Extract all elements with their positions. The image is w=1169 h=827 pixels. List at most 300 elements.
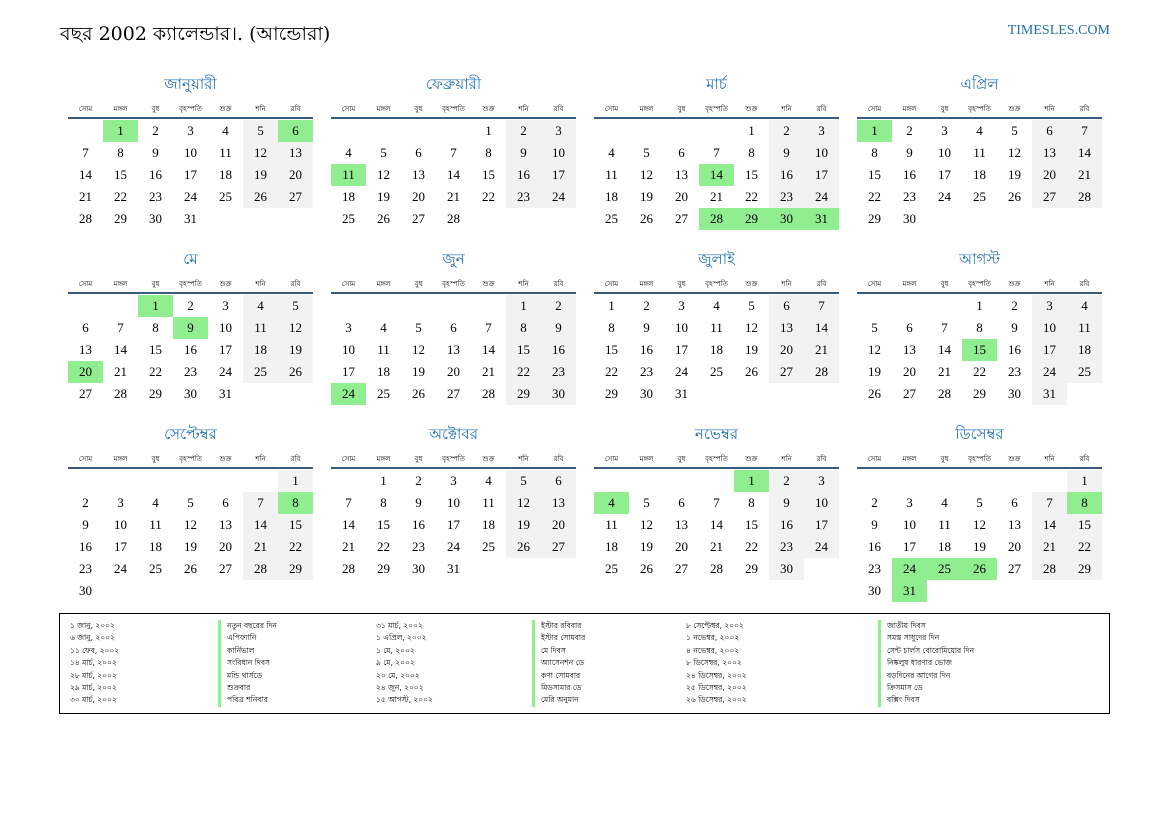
holiday-date: ২৫ ডিসেম্বর, ২০০২ bbox=[686, 682, 747, 692]
day-cell: 7 bbox=[713, 495, 720, 510]
day-cell: 24 bbox=[219, 364, 232, 379]
day-cell: 21 bbox=[243, 536, 278, 558]
weekday-label: শনি bbox=[518, 455, 529, 463]
holiday-day-cell: 1 bbox=[138, 295, 173, 317]
day-cell: 23 bbox=[640, 364, 653, 379]
day-cell: 20 bbox=[541, 514, 576, 536]
day-cell: 14 bbox=[482, 342, 495, 357]
weekday-label: রবি bbox=[290, 455, 301, 463]
day-cell: 14 bbox=[938, 342, 951, 357]
holiday-name-column bbox=[878, 620, 974, 707]
day-cell: 1 bbox=[380, 473, 387, 488]
weekday-label: মঙ্গল bbox=[902, 105, 917, 113]
day-cell: 13 bbox=[903, 342, 916, 357]
day-cell: 13 bbox=[675, 517, 688, 532]
day-cell: 5 bbox=[976, 495, 983, 510]
day-cell: 6 bbox=[1011, 495, 1018, 510]
weekday-label: শনি bbox=[1044, 105, 1055, 113]
day-cell: 15 bbox=[278, 514, 313, 536]
day-cell: 18 bbox=[973, 167, 986, 182]
day-cell: 27 bbox=[903, 386, 916, 401]
weekday-label: সোম bbox=[604, 455, 619, 463]
day-cell: 24 bbox=[938, 189, 951, 204]
day-cell: 9 bbox=[906, 145, 913, 160]
day-cell: 23 bbox=[149, 189, 162, 204]
day-cell: 11 bbox=[938, 517, 951, 532]
day-cell: 25 bbox=[605, 561, 618, 576]
month-block bbox=[68, 70, 313, 240]
day-cell: 10 bbox=[804, 142, 839, 164]
holiday-date: ২০ মে, ২০০২ bbox=[376, 670, 420, 680]
weekday-label: মঙ্গল bbox=[376, 280, 391, 288]
holiday-date: ১৫ আগস্ট, ২০০২ bbox=[376, 695, 433, 705]
day-cell: 20 bbox=[447, 364, 460, 379]
day-cell: 18 bbox=[605, 189, 618, 204]
day-cell: 24 bbox=[114, 561, 127, 576]
day-cell: 5 bbox=[380, 145, 387, 160]
weekday-label: সোম bbox=[867, 455, 882, 463]
month-block bbox=[857, 70, 1102, 240]
weekday-label: মঙ্গল bbox=[376, 455, 391, 463]
weekday-label: রবি bbox=[816, 455, 827, 463]
day-cell: 7 bbox=[243, 492, 278, 514]
day-cell: 3 bbox=[1032, 295, 1067, 317]
day-cell: 22 bbox=[868, 189, 881, 204]
day-cell: 10 bbox=[804, 492, 839, 514]
site-link[interactable]: TIMESLES.COM bbox=[1007, 23, 1110, 38]
day-cell: 28 bbox=[79, 211, 92, 226]
day-cell: 30 bbox=[412, 561, 425, 576]
holiday-day-cell: 26 bbox=[962, 558, 997, 580]
day-cell: 1 bbox=[506, 295, 541, 317]
weekday-label: শনি bbox=[255, 105, 266, 113]
day-cell: 6 bbox=[769, 295, 804, 317]
day-cell: 23 bbox=[79, 561, 92, 576]
day-cell: 8 bbox=[748, 145, 755, 160]
weekday-label: বৃহস্পতি bbox=[179, 105, 202, 113]
day-cell: 6 bbox=[678, 145, 685, 160]
day-cell: 12 bbox=[1008, 145, 1021, 160]
month-block bbox=[68, 420, 313, 598]
day-cell: 28 bbox=[938, 386, 951, 401]
day-cell: 22 bbox=[506, 361, 541, 383]
day-cell: 2 bbox=[506, 120, 541, 142]
day-cell: 16 bbox=[769, 514, 804, 536]
day-cell: 3 bbox=[941, 123, 948, 138]
day-cell: 26 bbox=[377, 211, 390, 226]
day-cell: 19 bbox=[640, 539, 653, 554]
holiday-name: মে দিবস bbox=[532, 645, 585, 657]
holiday-date: ৮ সেপ্টেম্বর, ২০০২ bbox=[686, 621, 744, 630]
day-cell: 1 bbox=[976, 298, 983, 313]
day-cell: 3 bbox=[187, 123, 194, 138]
day-cell: 22 bbox=[377, 539, 390, 554]
weekday-label: সোম bbox=[78, 105, 93, 113]
day-cell: 11 bbox=[149, 517, 162, 532]
day-cell: 18 bbox=[149, 539, 162, 554]
holiday-day-cell: 1 bbox=[734, 470, 769, 492]
day-cell: 10 bbox=[541, 142, 576, 164]
day-cell: 19 bbox=[184, 539, 197, 554]
day-cell: 20 bbox=[412, 189, 425, 204]
month-title: জুন bbox=[442, 250, 465, 268]
day-cell: 30 bbox=[769, 558, 804, 580]
day-cell: 7 bbox=[804, 295, 839, 317]
day-cell: 14 bbox=[79, 167, 92, 182]
holiday-date: ৬ জানু, ২০০২ bbox=[70, 633, 115, 643]
day-cell: 5 bbox=[748, 298, 755, 313]
day-cell: 7 bbox=[1032, 492, 1067, 514]
page-title: বছর 2002 ক্যালেন্ডার।. (আন্ডোরা) bbox=[60, 23, 331, 45]
holiday-name: শুক্রবার bbox=[218, 682, 277, 694]
day-cell: 12 bbox=[278, 317, 313, 339]
weekday-label: শুক্র bbox=[1008, 455, 1021, 463]
day-cell: 8 bbox=[976, 320, 983, 335]
weekday-label: রবি bbox=[816, 280, 827, 288]
day-cell: 10 bbox=[114, 517, 127, 532]
weekday-label: বৃহস্পতি bbox=[442, 280, 465, 288]
day-cell: 25 bbox=[973, 189, 986, 204]
weekday-label: সোম bbox=[604, 105, 619, 113]
weekday-label: মঙ্গল bbox=[376, 105, 391, 113]
day-cell: 26 bbox=[506, 536, 541, 558]
holiday-date: ৩০ মার্চ, ২০০২ bbox=[70, 695, 117, 705]
day-cell: 23 bbox=[541, 361, 576, 383]
day-cell: 18 bbox=[219, 167, 232, 182]
month-title: ডিসেম্বর bbox=[955, 425, 1004, 443]
day-cell: 26 bbox=[640, 561, 653, 576]
day-cell: 23 bbox=[769, 536, 804, 558]
day-cell: 20 bbox=[219, 539, 232, 554]
weekday-label: শনি bbox=[1044, 280, 1055, 288]
day-cell: 10 bbox=[903, 517, 916, 532]
weekday-label: শুক্র bbox=[482, 105, 495, 113]
day-cell: 7 bbox=[485, 320, 492, 335]
day-cell: 10 bbox=[184, 145, 197, 160]
day-cell: 24 bbox=[447, 539, 460, 554]
day-cell: 19 bbox=[1008, 167, 1021, 182]
holiday-name-column bbox=[218, 620, 277, 707]
weekday-label: বৃহস্পতি bbox=[179, 280, 202, 288]
day-cell: 17 bbox=[447, 517, 460, 532]
weekday-label: শনি bbox=[781, 280, 792, 288]
day-cell: 23 bbox=[868, 561, 881, 576]
day-cell: 26 bbox=[184, 561, 197, 576]
day-cell: 25 bbox=[149, 561, 162, 576]
month-block bbox=[857, 420, 1102, 598]
holiday-name: পবিত্র শনিবার bbox=[218, 694, 277, 706]
holiday-day-cell: 31 bbox=[892, 580, 927, 602]
day-cell: 12 bbox=[868, 342, 881, 357]
day-cell: 7 bbox=[117, 320, 124, 335]
day-cell: 11 bbox=[377, 342, 390, 357]
day-cell: 15 bbox=[377, 517, 390, 532]
day-cell: 4 bbox=[380, 320, 387, 335]
day-cell: 15 bbox=[1067, 514, 1102, 536]
day-cell: 12 bbox=[506, 492, 541, 514]
day-cell: 9 bbox=[769, 492, 804, 514]
day-cell: 3 bbox=[345, 320, 352, 335]
day-cell: 2 bbox=[769, 470, 804, 492]
holiday-name: মেরি অনুমান bbox=[532, 694, 585, 706]
day-cell: 22 bbox=[605, 364, 618, 379]
day-cell: 15 bbox=[745, 517, 758, 532]
day-cell: 15 bbox=[745, 167, 758, 182]
day-cell: 11 bbox=[710, 320, 723, 335]
weekday-label: বুধ bbox=[151, 280, 160, 288]
day-cell: 3 bbox=[117, 495, 124, 510]
day-cell: 6 bbox=[415, 145, 422, 160]
day-cell: 13 bbox=[219, 517, 232, 532]
holiday-name: সেন্ট চার্লস বোরোমিয়োর দিন bbox=[878, 645, 974, 657]
day-cell: 14 bbox=[243, 514, 278, 536]
day-cell: 5 bbox=[278, 295, 313, 317]
day-cell: 14 bbox=[804, 317, 839, 339]
weekday-label: মঙ্গল bbox=[902, 280, 917, 288]
day-cell: 29 bbox=[868, 211, 881, 226]
holiday-day-cell: 6 bbox=[278, 120, 313, 142]
holiday-day-cell: 8 bbox=[1067, 492, 1102, 514]
day-cell: 25 bbox=[342, 211, 355, 226]
weekday-label: শনি bbox=[255, 455, 266, 463]
day-cell: 3 bbox=[804, 470, 839, 492]
holiday-date: ১৪ মার্চ, ২০০২ bbox=[70, 658, 117, 668]
day-cell: 11 bbox=[482, 495, 495, 510]
holiday-date: ১ মে, ২০০২ bbox=[376, 645, 415, 655]
day-cell: 4 bbox=[1067, 295, 1102, 317]
weekday-label: রবি bbox=[816, 105, 827, 113]
day-cell: 21 bbox=[710, 539, 723, 554]
day-cell: 25 bbox=[219, 189, 232, 204]
day-cell: 24 bbox=[1032, 361, 1067, 383]
day-cell: 8 bbox=[117, 145, 124, 160]
month-title: অক্টোবর bbox=[428, 425, 479, 443]
weekday-label: বুধ bbox=[151, 105, 160, 113]
weekday-label: সোম bbox=[867, 280, 882, 288]
day-cell: 3 bbox=[906, 495, 913, 510]
holiday-day-cell: 15 bbox=[962, 339, 997, 361]
day-cell: 17 bbox=[903, 539, 916, 554]
day-cell: 9 bbox=[82, 517, 89, 532]
weekday-label: মঙ্গল bbox=[113, 280, 128, 288]
day-cell: 15 bbox=[605, 342, 618, 357]
weekday-header bbox=[68, 453, 313, 469]
day-cell: 13 bbox=[447, 342, 460, 357]
day-cell: 17 bbox=[114, 539, 127, 554]
weekday-label: শুক্র bbox=[482, 455, 495, 463]
day-cell: 30 bbox=[640, 386, 653, 401]
day-cell: 10 bbox=[219, 320, 232, 335]
day-cell: 16 bbox=[149, 167, 162, 182]
month-block bbox=[331, 245, 576, 415]
day-cell: 6 bbox=[222, 495, 229, 510]
weekday-label: শনি bbox=[255, 280, 266, 288]
day-cell: 17 bbox=[675, 342, 688, 357]
month-title: মার্চ bbox=[706, 75, 727, 93]
day-cell: 21 bbox=[114, 364, 127, 379]
day-cell: 30 bbox=[1008, 386, 1021, 401]
weekday-label: শুক্র bbox=[745, 455, 758, 463]
holiday-day-cell: 29 bbox=[734, 208, 769, 230]
day-cell: 13 bbox=[79, 342, 92, 357]
holiday-day-cell: 11 bbox=[331, 164, 366, 186]
weekday-label: রবি bbox=[553, 105, 564, 113]
day-cell: 25 bbox=[243, 361, 278, 383]
day-cell: 5 bbox=[187, 495, 194, 510]
month-title: ফেব্রুয়ারী bbox=[425, 75, 482, 93]
day-cell: 9 bbox=[871, 517, 878, 532]
weekday-label: শনি bbox=[781, 455, 792, 463]
weekday-label: রবি bbox=[553, 280, 564, 288]
day-cell: 5 bbox=[506, 470, 541, 492]
day-cell: 31 bbox=[1032, 383, 1067, 405]
day-cell: 3 bbox=[678, 298, 685, 313]
day-cell: 22 bbox=[149, 364, 162, 379]
weekday-header bbox=[68, 103, 313, 119]
holiday-date: ১ এপ্রিল, ২০০২ bbox=[376, 633, 427, 643]
weekday-label: বৃহস্পতি bbox=[705, 455, 728, 463]
day-cell: 21 bbox=[79, 189, 92, 204]
day-cell: 24 bbox=[184, 189, 197, 204]
day-cell: 13 bbox=[769, 317, 804, 339]
holiday-date: ৯ মে, ২০০২ bbox=[376, 658, 415, 668]
weekday-label: মঙ্গল bbox=[639, 105, 654, 113]
holiday-day-cell: 8 bbox=[278, 492, 313, 514]
day-cell: 20 bbox=[675, 189, 688, 204]
day-cell: 6 bbox=[541, 470, 576, 492]
weekday-label: শুক্র bbox=[1008, 105, 1021, 113]
weekday-label: বুধ bbox=[151, 455, 160, 463]
holiday-name: মন্ডি থার্সডে bbox=[218, 670, 277, 682]
weekday-label: শুক্র bbox=[219, 455, 232, 463]
holiday-date: ১১ ফেব, ২০০২ bbox=[70, 645, 120, 655]
day-cell: 20 bbox=[1008, 539, 1021, 554]
day-cell: 15 bbox=[149, 342, 162, 357]
day-cell: 24 bbox=[804, 186, 839, 208]
day-cell: 7 bbox=[450, 145, 457, 160]
day-cell: 17 bbox=[804, 164, 839, 186]
day-cell: 20 bbox=[903, 364, 916, 379]
day-cell: 26 bbox=[640, 211, 653, 226]
day-cell: 16 bbox=[903, 167, 916, 182]
day-cell: 23 bbox=[769, 186, 804, 208]
day-cell: 17 bbox=[184, 167, 197, 182]
day-cell: 24 bbox=[804, 536, 839, 558]
day-cell: 29 bbox=[377, 561, 390, 576]
day-cell: 9 bbox=[541, 317, 576, 339]
day-cell: 18 bbox=[710, 342, 723, 357]
weekday-label: বুধ bbox=[414, 455, 423, 463]
day-cell: 11 bbox=[605, 517, 618, 532]
day-cell: 30 bbox=[868, 583, 881, 598]
day-cell: 4 bbox=[152, 495, 159, 510]
day-cell: 16 bbox=[640, 342, 653, 357]
weekday-header bbox=[68, 278, 313, 294]
month-title: জানুয়ারী bbox=[164, 75, 217, 93]
day-cell: 19 bbox=[506, 514, 541, 536]
weekday-label: বুধ bbox=[940, 105, 949, 113]
holiday-name: সমস্ত সাধুদের দিন bbox=[878, 632, 974, 644]
day-cell: 4 bbox=[222, 123, 229, 138]
holiday-day-cell: 20 bbox=[68, 361, 103, 383]
day-cell: 5 bbox=[415, 320, 422, 335]
weekday-label: বৃহস্পতি bbox=[968, 280, 991, 288]
day-cell: 2 bbox=[643, 298, 650, 313]
day-cell: 14 bbox=[1032, 514, 1067, 536]
weekday-label: বুধ bbox=[414, 280, 423, 288]
day-cell: 13 bbox=[1032, 142, 1067, 164]
day-cell: 29 bbox=[278, 558, 313, 580]
holiday-date-column bbox=[376, 620, 433, 707]
day-cell: 4 bbox=[713, 298, 720, 313]
day-cell: 18 bbox=[377, 364, 390, 379]
day-cell: 1 bbox=[608, 298, 615, 313]
day-cell: 16 bbox=[79, 539, 92, 554]
day-cell: 9 bbox=[769, 142, 804, 164]
holiday-day-cell: 4 bbox=[594, 492, 629, 514]
day-cell: 4 bbox=[941, 495, 948, 510]
holiday-day-cell: 28 bbox=[699, 208, 734, 230]
day-cell: 1 bbox=[278, 470, 313, 492]
weekday-label: বৃহস্পতি bbox=[968, 105, 991, 113]
day-cell: 18 bbox=[605, 539, 618, 554]
weekday-label: শুক্র bbox=[219, 280, 232, 288]
weekday-label: সোম bbox=[78, 455, 93, 463]
day-cell: 16 bbox=[769, 164, 804, 186]
weekday-header bbox=[594, 453, 839, 469]
day-cell: 30 bbox=[184, 386, 197, 401]
month-block bbox=[594, 245, 839, 415]
day-cell: 28 bbox=[342, 561, 355, 576]
month-title: মে bbox=[183, 250, 198, 268]
day-cell: 14 bbox=[114, 342, 127, 357]
holiday-list bbox=[59, 613, 1110, 714]
day-cell: 28 bbox=[447, 211, 460, 226]
day-cell: 8 bbox=[506, 317, 541, 339]
day-cell: 27 bbox=[541, 536, 576, 558]
day-cell: 23 bbox=[506, 186, 541, 208]
day-cell: 10 bbox=[1032, 317, 1067, 339]
month-title: এপ্রিল bbox=[960, 75, 999, 93]
day-cell: 18 bbox=[938, 539, 951, 554]
day-cell: 20 bbox=[675, 539, 688, 554]
holiday-date: ২৬ ডিসেম্বর, ২০০২ bbox=[686, 695, 747, 705]
month-block bbox=[594, 420, 839, 590]
holiday-name: বড়দিনের আগের দিন bbox=[878, 670, 974, 682]
weekday-label: সোম bbox=[341, 105, 356, 113]
day-cell: 18 bbox=[243, 339, 278, 361]
day-cell: 2 bbox=[1011, 298, 1018, 313]
weekday-label: রবি bbox=[1079, 105, 1090, 113]
month-block bbox=[331, 70, 576, 240]
day-cell: 26 bbox=[868, 386, 881, 401]
day-cell: 3 bbox=[222, 298, 229, 313]
day-cell: 29 bbox=[745, 561, 758, 576]
day-cell: 25 bbox=[1067, 361, 1102, 383]
day-cell: 11 bbox=[973, 145, 986, 160]
day-cell: 18 bbox=[482, 517, 495, 532]
day-cell: 28 bbox=[1067, 186, 1102, 208]
day-cell: 12 bbox=[412, 342, 425, 357]
day-cell: 17 bbox=[938, 167, 951, 182]
holiday-date: ২৯ মার্চ, ২০০২ bbox=[70, 682, 117, 692]
holiday-name: বক্সিং দিবস bbox=[878, 694, 974, 706]
day-cell: 25 bbox=[710, 364, 723, 379]
holiday-date: ১ নভেম্বর, ২০০২ bbox=[686, 633, 740, 643]
month-title: আগস্ট bbox=[959, 250, 1000, 268]
day-cell: 11 bbox=[219, 145, 232, 160]
day-cell: 16 bbox=[506, 164, 541, 186]
